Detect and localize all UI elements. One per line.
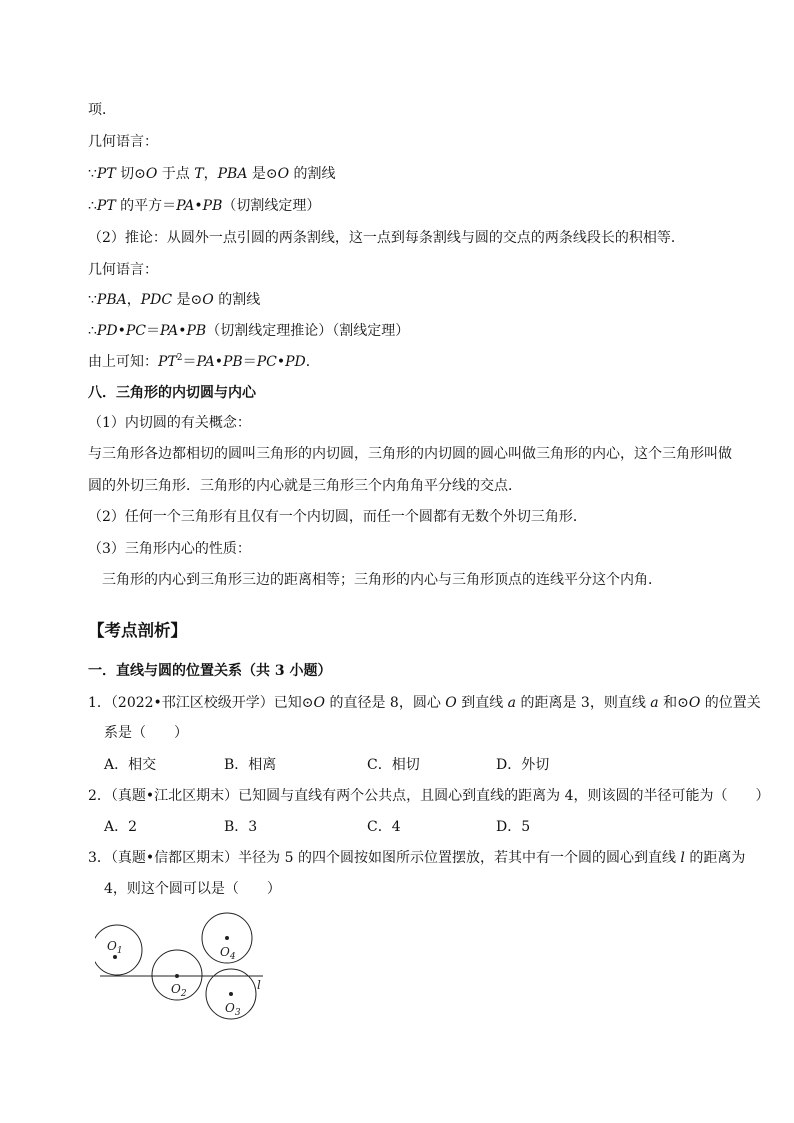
text-line: （2）推论：从圆外一点引圆的两条割线，这一点到每条割线与圆的交点的两条线段长的积相等． — [88, 230, 685, 246]
text-line: （2）任何一个三角形有且仅有一个内切圆，而任一个圆都有无数个外切三角形． — [88, 509, 587, 525]
text-line: ∵PT 切⊙O 于点 T，PBA 是⊙O 的割线 — [88, 166, 336, 182]
question-3-cont: 4，则这个圆可以是（ ） — [104, 881, 281, 897]
text-line: （1）内切圆的有关概念： — [88, 415, 251, 431]
q1-option-b: B．相离 — [224, 757, 277, 773]
label-o2: $O_2$ — [171, 982, 187, 999]
text-line: 与三角形各边都相切的圆叫三角形的内切圆，三角形的内切圆的圆心叫做三角形的内心，这个三角形叫做 — [88, 446, 732, 462]
label-o3: $O_3$ — [225, 1001, 241, 1018]
question-1: 1．（2022•邗江区校级开学）已知⊙O 的直径是 8，圆心 O 到直线 a 的距离是 3，则直线 a 和⊙O 的位置关 — [88, 695, 761, 711]
q2-option-a: A．2 — [104, 819, 138, 835]
q1-option-a: A．相交 — [104, 757, 157, 773]
text-line: 由上可知：$PT^2=PA•PB=PC•PD$． — [88, 353, 320, 370]
question-2: 2．（真题•江北区期末）已知圆与直线有两个公共点，且圆心到直线的距离为 4，则该圆的半径可能为（ ） — [88, 788, 770, 804]
label-o1: $O_1$ — [107, 939, 123, 956]
text-line: ∴PD•PC＝PA•PB（切割线定理推论）（割线定理） — [88, 323, 410, 339]
circles-figure — [95, 905, 275, 1023]
q2-option-b: B．3 — [224, 819, 258, 835]
text-line: ∴PT 的平方＝PA•PB（切割线定理） — [88, 198, 321, 214]
q1-option-d: D．外切 — [496, 757, 550, 773]
q2-option-c: C．4 — [367, 819, 401, 835]
question-3: 3．（真题•信都区期末）半径为 5 的四个圆按如图所示位置摆放，若其中有一个圆的圆心到直线 l 的距离为 — [88, 850, 746, 866]
text-line: 圆的外切三角形．三角形的内心就是三角形三个内角角平分线的交点． — [88, 478, 522, 494]
q2-option-d: D．5 — [496, 819, 531, 835]
q1-option-c: C．相切 — [367, 757, 420, 773]
section-title: 八．三角形的内切圆与内心 — [88, 385, 256, 401]
line-l-label: l — [257, 978, 261, 992]
label-o4: $O_4$ — [220, 945, 236, 962]
subsection-title: 一．直线与圆的位置关系（共 3 小题） — [88, 663, 332, 679]
text-line: 项． — [88, 102, 116, 118]
question-1-cont: 系是（ ） — [104, 725, 188, 741]
center-o4 — [225, 936, 229, 940]
text-line: （3）三角形内心的性质： — [88, 541, 251, 557]
text-line: 三角形的内心到三角形三边的距离相等；三角形的内心与三角形顶点的连线平分这个内角． — [102, 572, 662, 588]
center-o2 — [175, 974, 179, 978]
center-o3 — [229, 992, 233, 996]
analysis-heading: 【考点剖析】 — [88, 621, 187, 640]
text-line: ∵PBA，PDC 是⊙O 的割线 — [88, 292, 261, 308]
text-line: 几何语言： — [88, 134, 158, 150]
text-line: 几何语言： — [88, 262, 158, 278]
